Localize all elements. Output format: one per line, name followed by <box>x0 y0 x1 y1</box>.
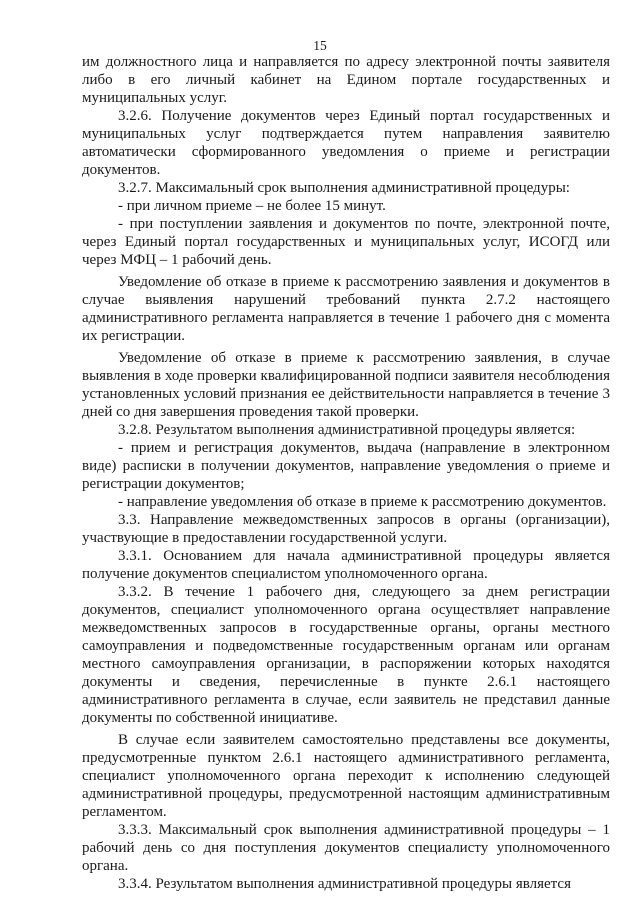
paragraph: им должностного лица и направляется по адресу электронной почты заявителя либо в его личный кабинет на Едином портале государственных и муниципальных услуг. <box>82 54 610 106</box>
paragraph: 3.3. Направление межведомственных запросов в органы (организации), участвующие в предоставлении государственной услуги. <box>82 512 610 546</box>
paragraph: 3.2.7. Максимальный срок выполнения административной процедуры: <box>118 180 570 196</box>
document-body <box>82 53 610 893</box>
paragraph: - направление уведомления об отказе в приеме к рассмотрению документов. <box>118 494 607 510</box>
paragraph: 3.3.2. В течение 1 рабочего дня, следующего за днем регистрации документов, специалист уполномоченного органа осуществляет направление межведомственных запросов в государственные органы, органы местного самоуправления и подведомственные государственным органам или органам местного самоуправления организации, в распоряжении которых находятся документы и сведения, перечисленные в пункте 2.6.1 настоящего административного регламента в случае, если заявитель не представил данные документы по собственной инициативе. <box>82 584 610 726</box>
paragraph: - при поступлении заявления и документов по почте, электронной почте, через Единый портал государственных и муниципальных услуг, ИСОГД или через МФЦ – 1 рабочий день. <box>82 216 610 268</box>
paragraph: Уведомление об отказе в приеме к рассмотрению заявления и документов в случае выявления нарушений требований пункта 2.7.2 настоящего административного регламента направляется в течение 1 рабочего дня с момента их регистрации. <box>82 274 610 344</box>
paragraph: 3.2.8. Результатом выполнения административной процедуры является: <box>118 422 576 438</box>
paragraph: 3.3.3. Максимальный срок выполнения административной процедуры – 1 рабочий день со дня поступления документов специалисту уполномоченного органа. <box>82 822 610 874</box>
paragraph: - прием и регистрация документов, выдача (направление в электронном виде) расписки в получении документов, направление уведомления о приеме и регистрации документов; <box>82 440 610 492</box>
paragraph: - при личном приеме – не более 15 минут. <box>118 198 386 214</box>
page-number: 15 <box>313 38 327 53</box>
paragraph: 3.3.1. Основанием для начала административной процедуры является получение документов специалистом уполномоченного органа. <box>82 548 610 582</box>
paragraph: В случае если заявителем самостоятельно представлены все документы, предусмотренные пунктом 2.6.1 настоящего административного регламента, специалист уполномоченного органа переходит к исполнению следующей административной процедуры, предусмотренной настоящим административным регламентом. <box>82 732 610 820</box>
paragraph: 3.3.4. Результатом выполнения административной процедуры является <box>118 876 571 892</box>
paragraph: 3.2.6. Получение документов через Единый портал государственных и муниципальных услуг подтверждается путем направления заявителю автоматически сформированного уведомления о приеме и регистрации документов. <box>82 108 610 178</box>
paragraph: Уведомление об отказе в приеме к рассмотрению заявления, в случае выявления в ходе проверки квалифицированной подписи заявителя несоблюдения установленных условий признания ее действительности направляется в течение 3 дней со дня завершения проведения такой проверки. <box>82 350 610 420</box>
